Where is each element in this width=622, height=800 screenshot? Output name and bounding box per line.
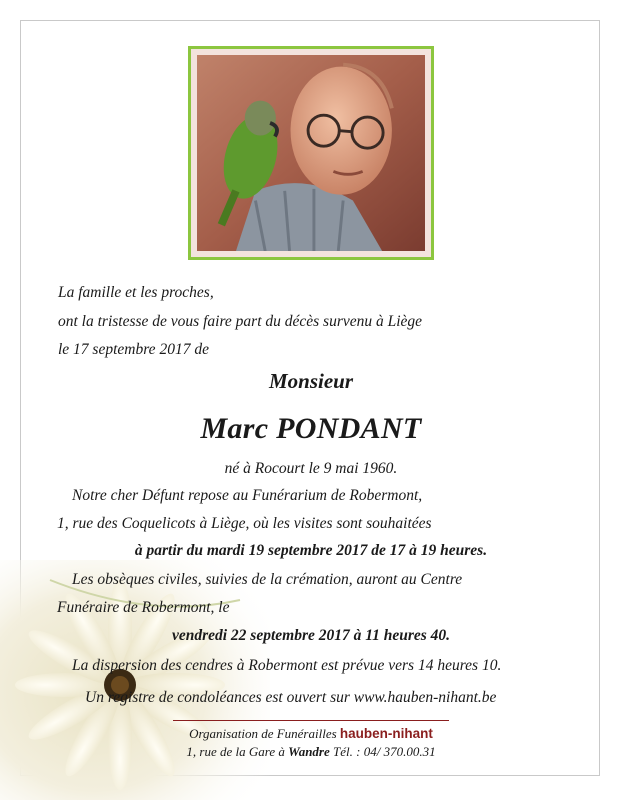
- address-city: Wandre: [288, 744, 330, 759]
- footer-address: [0, 744, 622, 760]
- portrait-photo: [188, 46, 434, 260]
- footer-divider: [173, 720, 449, 721]
- brand-logo: hauben-nihant: [339, 726, 433, 741]
- flower-decoration: [0, 560, 270, 800]
- phone-text: Tél. : 04/ 370.00.31: [333, 744, 436, 759]
- visitation-times: à partir du mardi 19 septembre 2017 de 17 à 19 heures.: [134, 542, 488, 559]
- deceased-name: Marc PONDANT: [200, 412, 422, 445]
- footer-organisation: [0, 726, 622, 742]
- address-text: 1, rue de la Gare à: [186, 744, 285, 759]
- organisation-label: Organisation de Funérailles: [189, 726, 337, 741]
- intro-line-2: ont la tristesse de vous faire part du décès survenu à Liège: [58, 313, 423, 330]
- visitation-line-1: Notre cher Défunt repose au Funérarium de Robermont,: [72, 487, 423, 504]
- deceased-title: Monsieur: [268, 369, 354, 393]
- visitation-line-2: 1, rue des Coquelicots à Liège, où les visites sont souhaitées: [57, 515, 432, 532]
- funeral-date: vendredi 22 septembre 2017 à 11 heures 40.: [171, 627, 451, 644]
- funeral-line-1: Les obsèques civiles, suivies de la crémation, auront au Centre: [72, 571, 463, 588]
- intro-line-3: le 17 septembre 2017 de: [58, 341, 209, 358]
- funeral-line-2: Funéraire de Robermont, le: [57, 599, 230, 616]
- dispersion-line: La dispersion des cendres à Robermont est prévue vers 14 heures 10.: [72, 657, 502, 674]
- birth-line: né à Rocourt le 9 mai 1960.: [224, 460, 398, 477]
- intro-line-1: La famille et les proches,: [58, 284, 214, 301]
- register-line: Un registre de condoléances est ouvert sur www.hauben-nihant.be: [85, 689, 497, 706]
